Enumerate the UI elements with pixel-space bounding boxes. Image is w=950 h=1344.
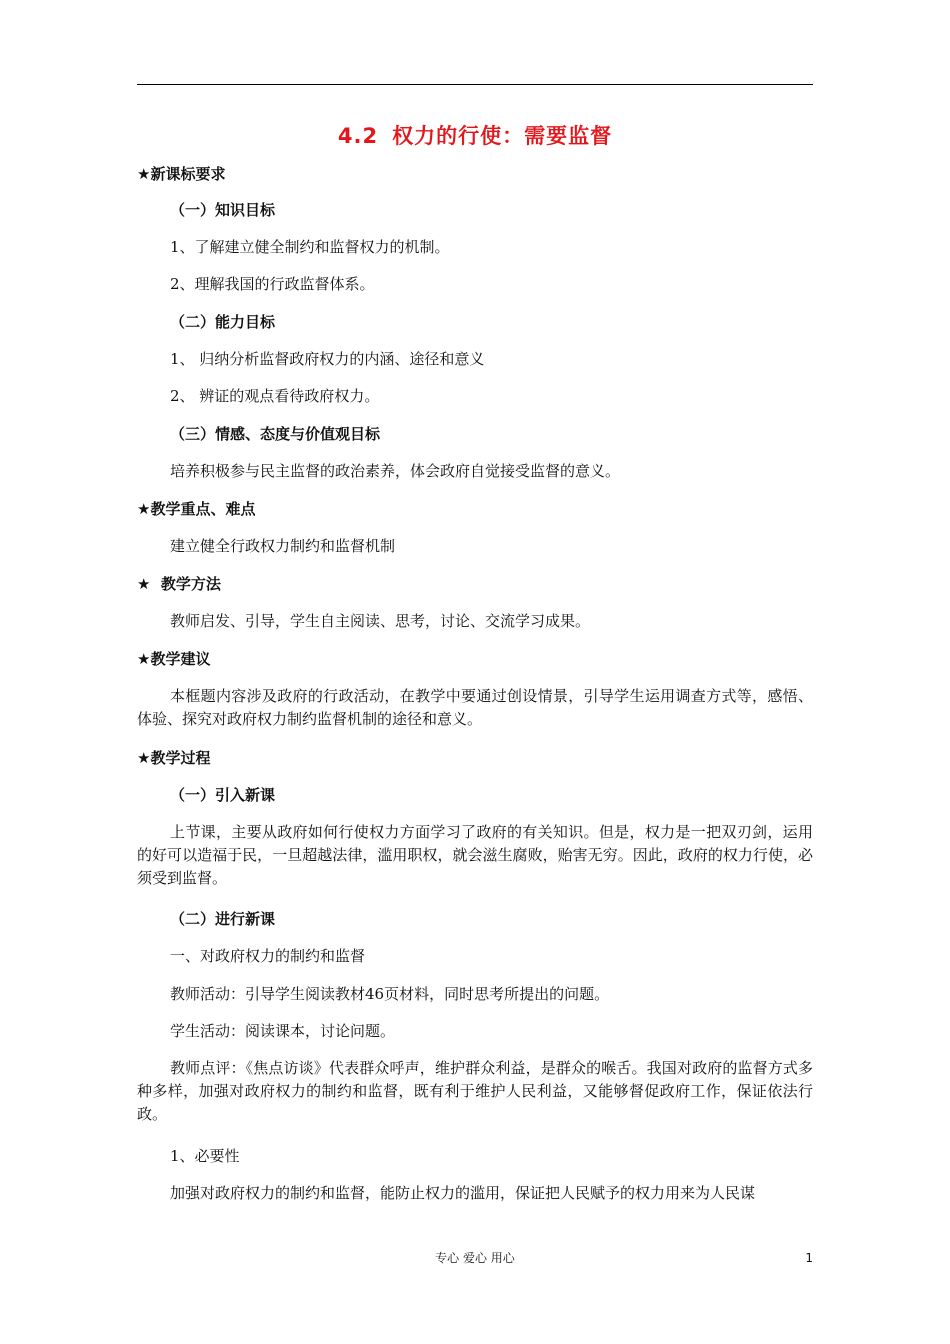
suggestion-paragraph: 本框题内容涉及政府的行政活动，在教学中要通过创设情景，引导学生运用调查方式等，感悟、体验、探究对政府权力制约监督机制的途径和意义。	[137, 687, 813, 728]
subheading-intro: （一）引入新课	[170, 786, 276, 804]
lesson-line-3: 学生活动：阅读课本，讨论问题。	[170, 1022, 396, 1040]
title-text: 权力的行使：需要监督	[392, 124, 613, 148]
emotion-item: 培养积极参与民主监督的政治素养，体会政府自觉接受监督的意义。	[170, 462, 621, 480]
focus-text: 建立健全行政权力制约和监督机制	[170, 537, 396, 555]
subheading-knowledge: （一）知识目标	[170, 201, 276, 219]
subheading-new-lesson: （二）进行新课	[170, 910, 276, 928]
lesson-line-2: 教师活动：引导学生阅读教材46页材料，同时思考所提出的问题。	[170, 985, 610, 1003]
section-heading-suggestion: ★教学建议	[137, 650, 211, 668]
method-text: 教师启发、引导，学生自主阅读、思考，讨论、交流学习成果。	[170, 612, 591, 630]
title-number: 4.2	[337, 124, 379, 148]
lesson-line-1: 一、对政府权力的制约和监督	[170, 947, 366, 965]
knowledge-item-1: 1、了解建立健全制约和监督权力的机制。	[170, 238, 450, 256]
teacher-comment-paragraph: 教师点评：《焦点访谈》代表群众呼声，维护群众利益，是群众的喉舌。我国对政府的监督方式多种多样，加强对政府权力的制约和监督，既有利于维护人民利益，又能够督促政府工作，保证依法行政。	[137, 1059, 813, 1123]
header-rule	[137, 84, 813, 85]
section-heading-standards: ★新课标要求	[137, 165, 226, 183]
subheading-ability: （二）能力目标	[170, 313, 276, 331]
ability-item-1: 1、 归纳分析监督政府权力的内涵、途径和意义	[170, 350, 485, 368]
lesson-line-4: 1、必要性	[170, 1147, 240, 1165]
page-number: 1	[805, 1251, 813, 1265]
necessity-paragraph: 加强对政府权力的制约和监督，能防止权力的滥用，保证把人民赋予的权力用来为人民谋	[170, 1184, 756, 1202]
section-heading-method: ★ 教学方法	[137, 575, 221, 593]
subheading-emotion: （三）情感、态度与价值观目标	[170, 425, 381, 443]
ability-item-2: 2、 辨证的观点看待政府权力。	[170, 387, 380, 405]
page-title	[137, 121, 813, 151]
section-heading-process: ★教学过程	[137, 749, 211, 767]
intro-paragraph: 上节课，主要从政府如何行使权力方面学习了政府的有关知识。但是，权力是一把双刃剑，运用的好可以造福于民，一旦超越法律，滥用职权，就会滋生腐败，贻害无穷。因此，政府的权力行使，必须受到监督。	[137, 823, 813, 887]
knowledge-item-2: 2、理解我国的行政监督体系。	[170, 275, 375, 293]
section-heading-focus: ★教学重点、难点	[137, 500, 256, 518]
footer-motto: 专心 爱心 用心	[435, 1251, 515, 1265]
page-footer	[137, 1249, 813, 1267]
